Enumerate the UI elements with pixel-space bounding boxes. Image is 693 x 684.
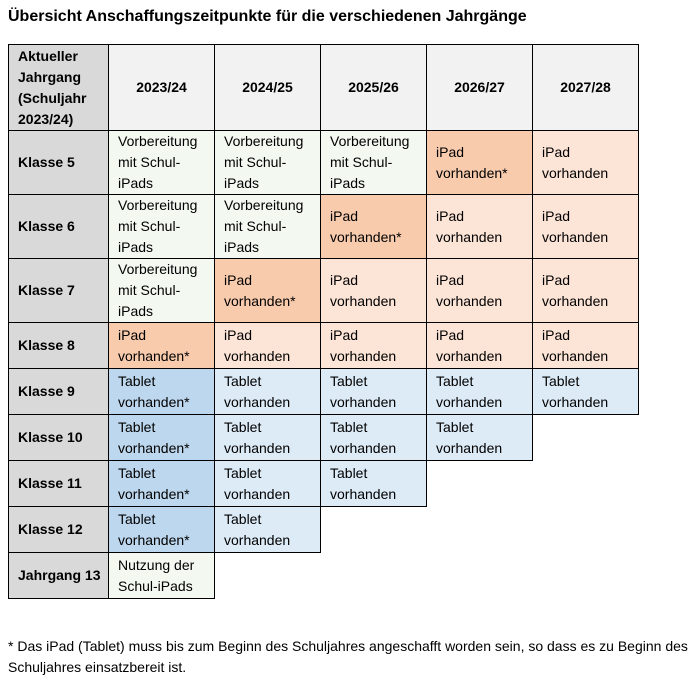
acquisition-schedule-table xyxy=(8,44,639,599)
table-row xyxy=(9,415,639,461)
table-cell: Tablet vorhanden xyxy=(215,507,321,553)
empty-cell xyxy=(321,553,427,599)
row-header: Klasse 9 xyxy=(9,369,109,415)
table-cell: Vorbereitung mit Schul-iPads xyxy=(215,195,321,259)
table-cell: iPad vorhanden xyxy=(427,323,533,369)
table-cell: Tablet vorhanden xyxy=(321,369,427,415)
row-header: Jahrgang 13 xyxy=(9,553,109,599)
table-row xyxy=(9,323,639,369)
table-cell: Tablet vorhanden xyxy=(321,415,427,461)
footnote: * Das iPad (Tablet) muss bis zum Beginn des Schuljahres angeschafft worden sein, so dass es zu Beginn des Schuljahres einsatzbereit ist. xyxy=(8,638,688,675)
empty-cell xyxy=(321,507,427,553)
table-row xyxy=(9,369,639,415)
table-cell: iPad vorhanden xyxy=(533,131,639,195)
table-row xyxy=(9,195,639,259)
empty-cell xyxy=(533,507,639,553)
table-cell: Tablet vorhanden xyxy=(427,369,533,415)
empty-cell xyxy=(427,461,533,507)
table-row xyxy=(9,461,639,507)
table-cell: Tablet vorhanden xyxy=(215,415,321,461)
table-cell: iPad vorhanden* xyxy=(215,259,321,323)
table-cell: Tablet vorhanden* xyxy=(109,415,215,461)
table-cell: iPad vorhanden xyxy=(533,195,639,259)
table-cell: Tablet vorhanden* xyxy=(109,507,215,553)
empty-cell xyxy=(533,415,639,461)
table-cell: Vorbereitung mit Schul-iPads xyxy=(215,131,321,195)
empty-cell xyxy=(533,461,639,507)
corner-header: Aktueller Jahrgang (Schuljahr 2023/24) xyxy=(9,45,109,131)
table-cell: Vorbereitung mit Schul-iPads xyxy=(321,131,427,195)
table-cell: Vorbereitung mit Schul-iPads xyxy=(109,131,215,195)
page-title: Übersicht Anschaffungszeitpunkte für die verschiedenen Jahrgänge xyxy=(8,8,527,25)
table-row xyxy=(9,553,639,599)
table-cell: Tablet vorhanden xyxy=(321,461,427,507)
table-cell: Tablet vorhanden* xyxy=(109,369,215,415)
table-row xyxy=(9,131,639,195)
table-cell: iPad vorhanden* xyxy=(427,131,533,195)
table-cell: Tablet vorhanden xyxy=(427,415,533,461)
empty-cell xyxy=(215,553,321,599)
table-row xyxy=(9,507,639,553)
table-cell: Vorbereitung mit Schul-iPads xyxy=(109,259,215,323)
empty-cell xyxy=(533,553,639,599)
table-cell: iPad vorhanden xyxy=(321,259,427,323)
table-cell: iPad vorhanden xyxy=(321,323,427,369)
table-cell: iPad vorhanden xyxy=(533,259,639,323)
table-row xyxy=(9,259,639,323)
year-header: 2023/24 xyxy=(109,45,215,131)
empty-cell xyxy=(427,507,533,553)
empty-cell xyxy=(427,553,533,599)
table-cell: iPad vorhanden xyxy=(427,259,533,323)
table-cell: Tablet vorhanden xyxy=(215,369,321,415)
year-header: 2026/27 xyxy=(427,45,533,131)
table-cell: iPad vorhanden* xyxy=(109,323,215,369)
row-header: Klasse 7 xyxy=(9,259,109,323)
year-header: 2027/28 xyxy=(533,45,639,131)
year-header: 2025/26 xyxy=(321,45,427,131)
table-cell: Vorbereitung mit Schul-iPads xyxy=(109,195,215,259)
table-cell: iPad vorhanden* xyxy=(321,195,427,259)
table-cell: Tablet vorhanden xyxy=(533,369,639,415)
table-cell: Nutzung der Schul-iPads xyxy=(109,553,215,599)
row-header: Klasse 10 xyxy=(9,415,109,461)
table-cell: iPad vorhanden xyxy=(533,323,639,369)
table-cell: Tablet vorhanden* xyxy=(109,461,215,507)
year-header: 2024/25 xyxy=(215,45,321,131)
table-cell: iPad vorhanden xyxy=(427,195,533,259)
table-header-row xyxy=(9,45,639,131)
row-header: Klasse 6 xyxy=(9,195,109,259)
row-header: Klasse 5 xyxy=(9,131,109,195)
row-header: Klasse 11 xyxy=(9,461,109,507)
row-header: Klasse 12 xyxy=(9,507,109,553)
row-header: Klasse 8 xyxy=(9,323,109,369)
table-cell: iPad vorhanden xyxy=(215,323,321,369)
table-cell: Tablet vorhanden xyxy=(215,461,321,507)
